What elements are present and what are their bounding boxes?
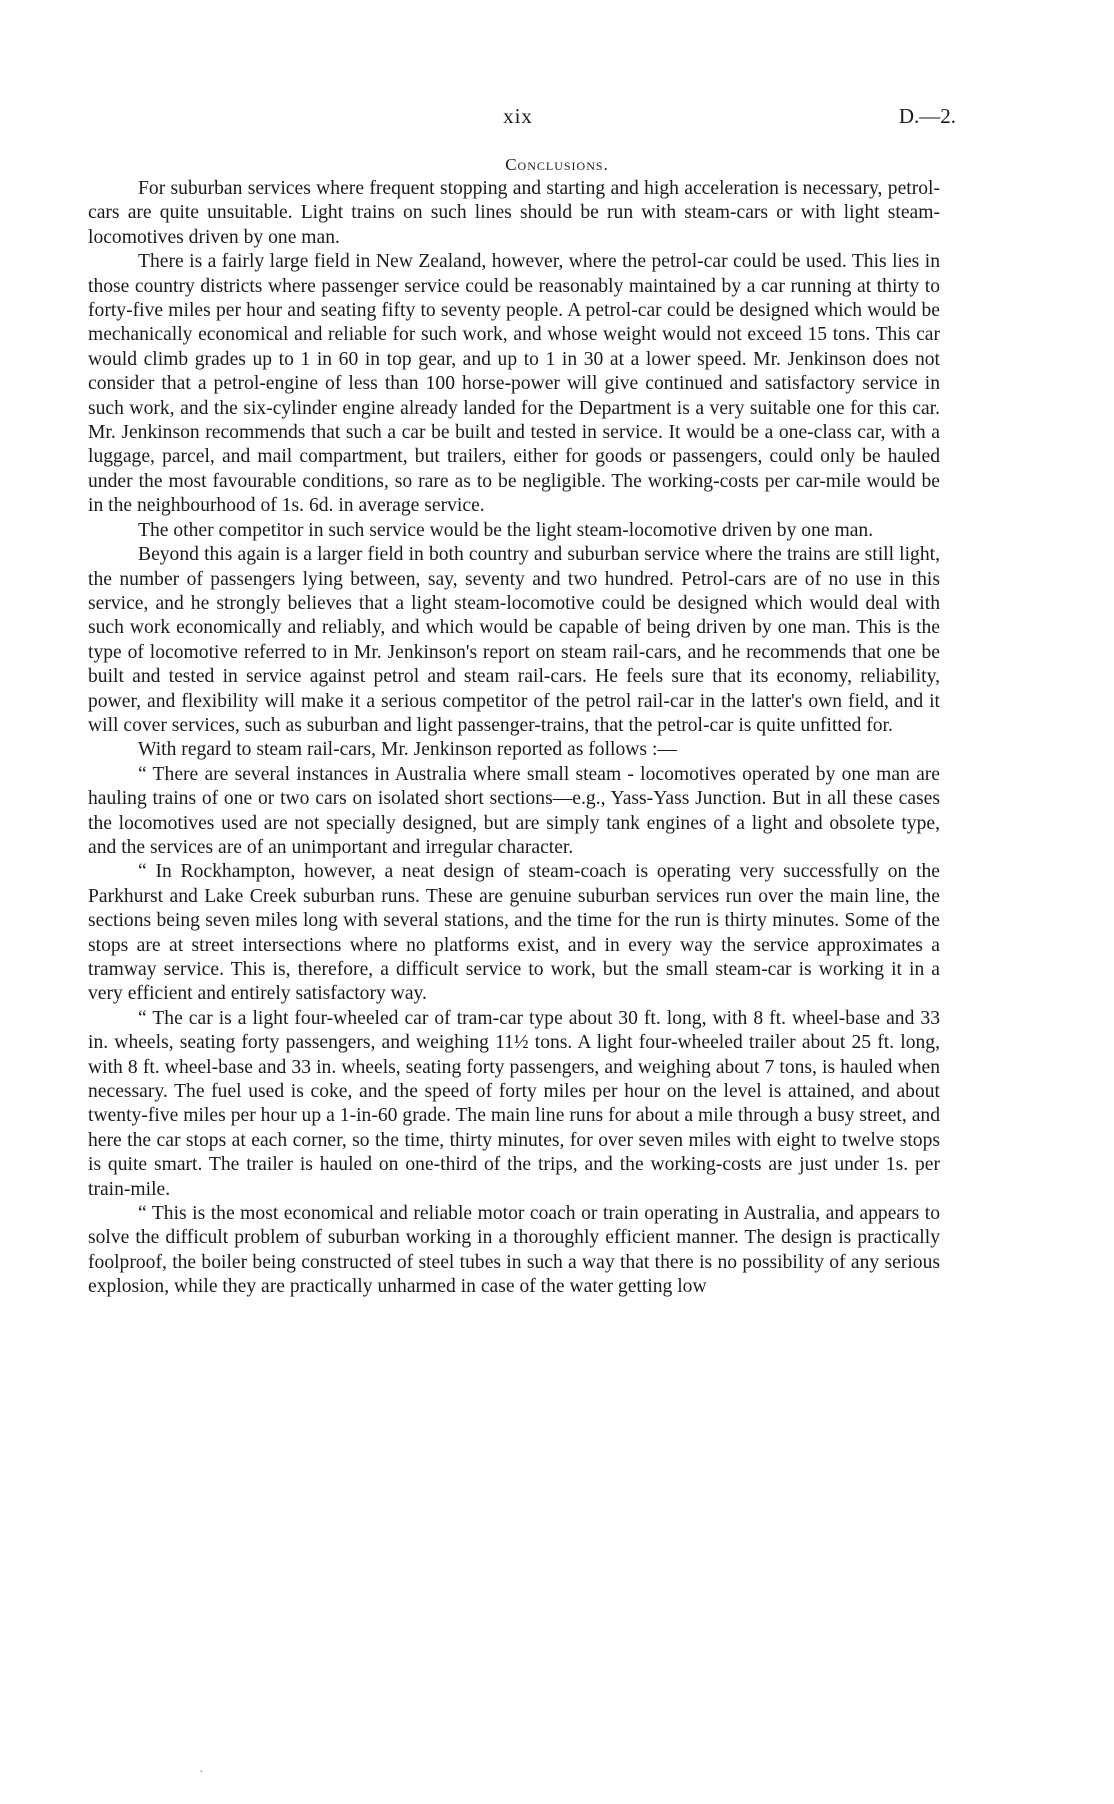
section-title: Conclusions. — [505, 155, 609, 174]
paragraph: For suburban services where frequent stopping and starting and high acceleration is necessary, petrol-cars are quite unsuitable. Light trains on such lines should be run with steam-cars or with light steam-locomotives driven by one man. — [88, 178, 940, 248]
paragraph: “ In Rockhampton, however, a neat design of steam-coach is operating very successfully on the Parkhurst and Lake Creek suburban runs. These are genuine suburban services run over the main line, the sections being seven miles long with several stations, and the time for the run is thirty minutes. Some of the stops are at street intersections where no platforms exist, and in every way the service approximates a tramway service. This is, therefore, a difficult service to work, but the small steam-car is working it in a very efficient and entirely satisfactory way. — [88, 861, 940, 1005]
body-text — [88, 177, 940, 1300]
paragraph: Beyond this again is a larger field in both country and suburban service where the trains are still light, the number of passengers lying between, say, seventy and two hundred. Petrol-cars are of no use in this service, and he strongly believes that a light steam-locomotive could be designed which would deal with such work economically and reliably, and which would be capable of being driven by one man. This is the type of locomotive referred to in Mr. Jenkinson's report on steam rail-cars, and he recommends that one be built and tested in service against petrol and steam rail-cars. He feels sure that its economy, reliability, power, and flexibility will make it a serious competitor of the petrol rail-car in the latter's own field, and it will cover services, such as suburban and light passenger-trains, that the petrol-car is quite unfitted for. — [88, 544, 940, 736]
paragraph: “ There are several instances in Australia where small steam - locomotives operated by one man are hauling trains of one or two cars on isolated short sections—e.g., Yass-Yass Junction. But in all these cases the locomotives used are not specially designed, but are simply tank engines of a light and obsolete type, and the services are of an unimportant and irregular character. — [88, 763, 940, 858]
footer-mark: . — [200, 1764, 203, 1775]
paragraph: “ This is the most economical and reliable motor coach or train operating in Australia, and appears to solve the difficult problem of suburban working in a thoroughly efficient manner. The design is practically foolproof, the boiler being constructed of steel tubes in such a way that there is no possibility of any serious explosion, while they are practically unharmed in case of the water getting low — [88, 1203, 940, 1298]
page-header — [88, 104, 956, 134]
page-number: xix — [503, 104, 533, 128]
paragraph: “ The car is a light four-wheeled car of tram-car type about 30 ft. long, with 8 ft. wheel-base and 33 in. wheels, seating forty passengers, and weighing 11½ tons. A light four-wheeled trailer about 25 ft. long, with 8 ft. wheel-base and 33 in. wheels, seating forty passengers, and weighing about 7 tons, is hauled when necessary. The fuel used is coke, and the speed of forty miles per hour on the level is attained, and about twenty-five miles per hour up a 1-in-60 grade. The main line runs for about a mile through a busy street, and here the car stops at each corner, so the time, thirty minutes, for over seven miles with eight to twelve stops is quite smart. The trailer is hauled on one-third of the trips, and the working-costs are just under 1s. per train-mile. — [88, 1007, 940, 1200]
paragraph: There is a fairly large field in New Zealand, however, where the petrol-car could be used. This lies in those country districts where passenger service could be reasonably maintained by a car running at thirty to forty-five miles per hour and seating fifty to seventy people. A petrol-car could be designed which would be mechanically economical and reliable for such work, and whose weight would not exceed 15 tons. This car would climb grades up to 1 in 60 in top gear, and up to 1 in 30 at a lower speed. Mr. Jenkinson does not consider that a petrol-engine of less than 100 horse-power will give continued and satisfactory service in such work, and the six-cylinder engine already landed for the Department is a very suitable one for this car. Mr. Jenkinson recommends that such a car be built and tested in service. It would be a one-class car, with a luggage, parcel, and mail compartment, but trailers, either for goods or passengers, could only be hauled under the most favourable conditions, so rare as to be negligible. The working-costs per car-mile would be in the neighbourhood of 1s. 6d. in average service. — [88, 251, 940, 517]
document-reference: D.—2. — [898, 104, 956, 128]
paragraph: With regard to steam rail-cars, Mr. Jenkinson reported as follows :— — [138, 739, 677, 761]
paragraph: The other competitor in such service would be the light steam-locomotive driven by one man. — [138, 519, 874, 541]
